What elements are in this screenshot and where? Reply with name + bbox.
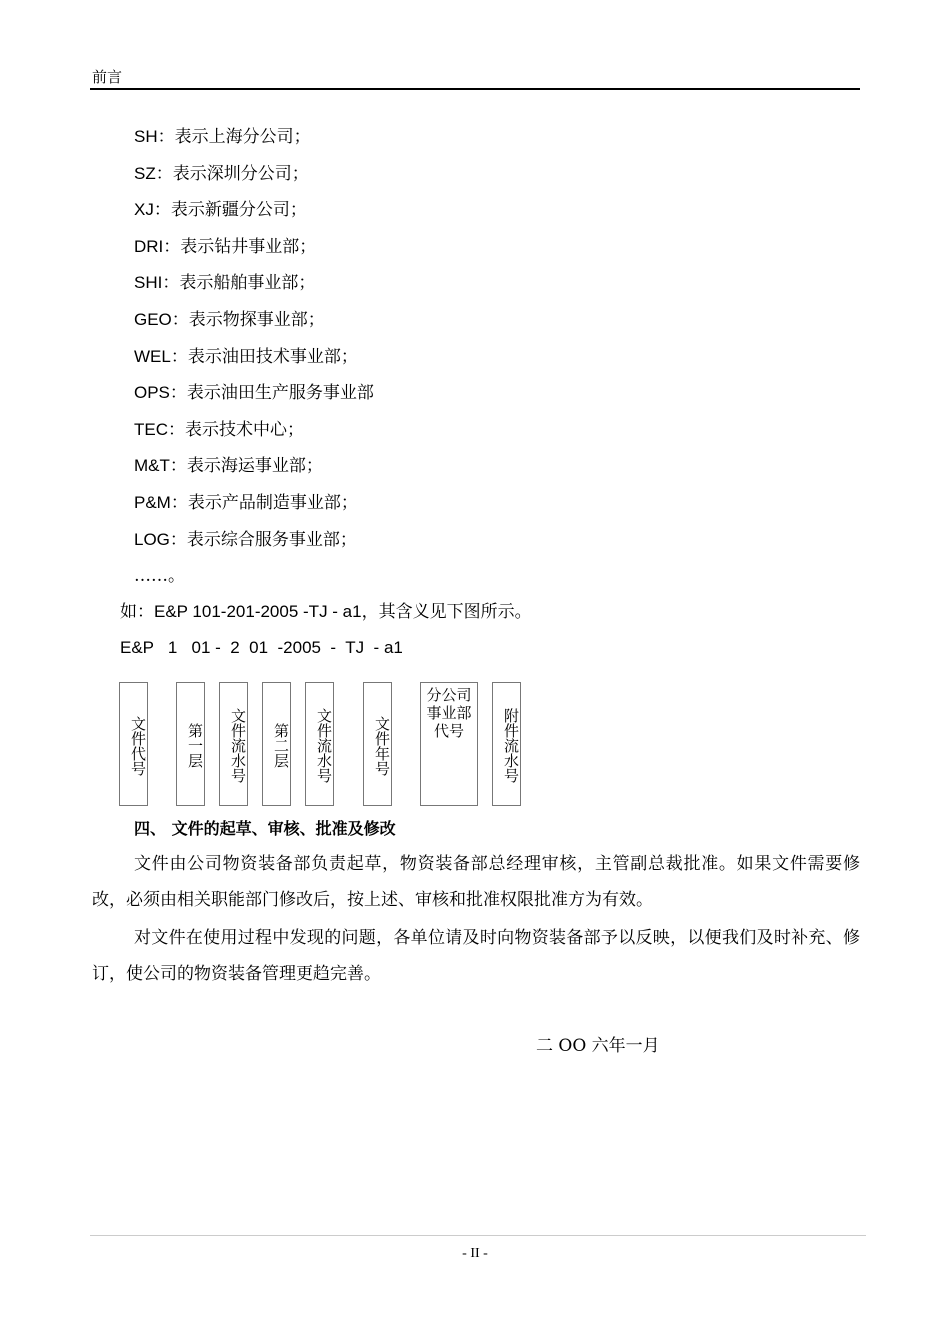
code-desc: ：表示深圳分公司；	[155, 163, 309, 184]
code-part-box: 分公司事业部代号	[420, 682, 478, 806]
code-part-box: 第一层	[176, 682, 205, 806]
ellipsis: ……。	[134, 566, 185, 587]
list-item	[134, 378, 834, 415]
code-desc: ：表示物探事业部；	[171, 309, 325, 330]
list-item	[134, 342, 834, 379]
code-desc: ：表示新疆分公司；	[153, 200, 307, 221]
code-abbr: DRI	[134, 236, 164, 256]
code-abbr: GEO	[134, 309, 172, 329]
code-part-box: 第二层	[262, 682, 291, 806]
code-abbr: LOG	[134, 529, 170, 549]
footer-rule	[90, 1235, 866, 1236]
code-desc: ：表示海运事业部；	[169, 456, 323, 477]
list-item	[134, 525, 834, 562]
code-part-box: 文件流水号	[305, 682, 334, 806]
code-desc: ：表示综合服务事业部；	[169, 529, 357, 550]
example-suffix: ，其含义见下图所示。	[361, 602, 532, 622]
section-heading: 四、 文件的起草、审核、批准及修改	[134, 819, 396, 838]
code-desc: ：表示技术中心；	[168, 419, 304, 440]
date: 二 OO 六年一月	[536, 1036, 660, 1056]
code-abbr: OPS	[134, 383, 170, 403]
example-code: E&P 101-201-2005 -TJ - a1	[154, 602, 362, 621]
code-abbr: SZ	[134, 163, 156, 183]
code-breakdown: E&P 1 01 - 2 01 -2005 - TJ - a1	[120, 638, 403, 657]
code-part-box: 文件流水号	[219, 682, 248, 806]
code-abbr: XJ	[134, 200, 154, 220]
page-header-title: 前言	[92, 68, 123, 86]
code-abbr: SHI	[134, 273, 163, 293]
paragraph: 对文件在使用过程中发现的问题，各单位请及时向物资装备部予以反映，以便我们及时补充、修订，使公司的物资装备管理更趋完善。	[92, 928, 860, 984]
example-prefix: 如：	[120, 602, 154, 622]
list-item	[134, 195, 834, 232]
code-abbr: WEL	[134, 346, 171, 366]
list-item	[134, 268, 834, 305]
header-rule	[90, 88, 860, 90]
code-desc: ：表示上海分公司；	[157, 127, 311, 147]
page-number: - II -	[462, 1246, 488, 1261]
code-desc: ：表示产品制造事业部；	[170, 492, 358, 513]
example-line	[120, 598, 532, 626]
code-desc: ：表示油田生产服务事业部	[169, 383, 374, 404]
list-item	[134, 415, 834, 452]
code-part-box: 文件年号	[363, 682, 392, 806]
code-list	[134, 122, 834, 598]
code-abbr: M&T	[134, 456, 170, 476]
code-part-box: 文件代号	[119, 682, 148, 806]
code-abbr: TEC	[134, 419, 168, 439]
code-abbr: P&M	[134, 492, 171, 512]
list-item	[134, 232, 834, 269]
code-desc: ：表示油田技术事业部；	[170, 346, 358, 367]
list-item	[134, 488, 834, 525]
code-abbr: SH	[134, 127, 158, 146]
list-item	[134, 305, 834, 342]
code-part-box: 附件流水号	[492, 682, 521, 806]
paragraph: 文件由公司物资装备部负责起草，物资装备部总经理审核，主管副总裁批准。如果文件需要修改，必须由相关职能部门修改后，按上述、审核和批准权限批准方为有效。	[92, 854, 860, 910]
list-item	[134, 159, 834, 196]
code-desc: ：表示钻井事业部；	[163, 236, 317, 257]
list-item	[134, 451, 834, 488]
code-desc: ：表示船舶事业部；	[162, 273, 316, 294]
list-item	[134, 122, 834, 159]
